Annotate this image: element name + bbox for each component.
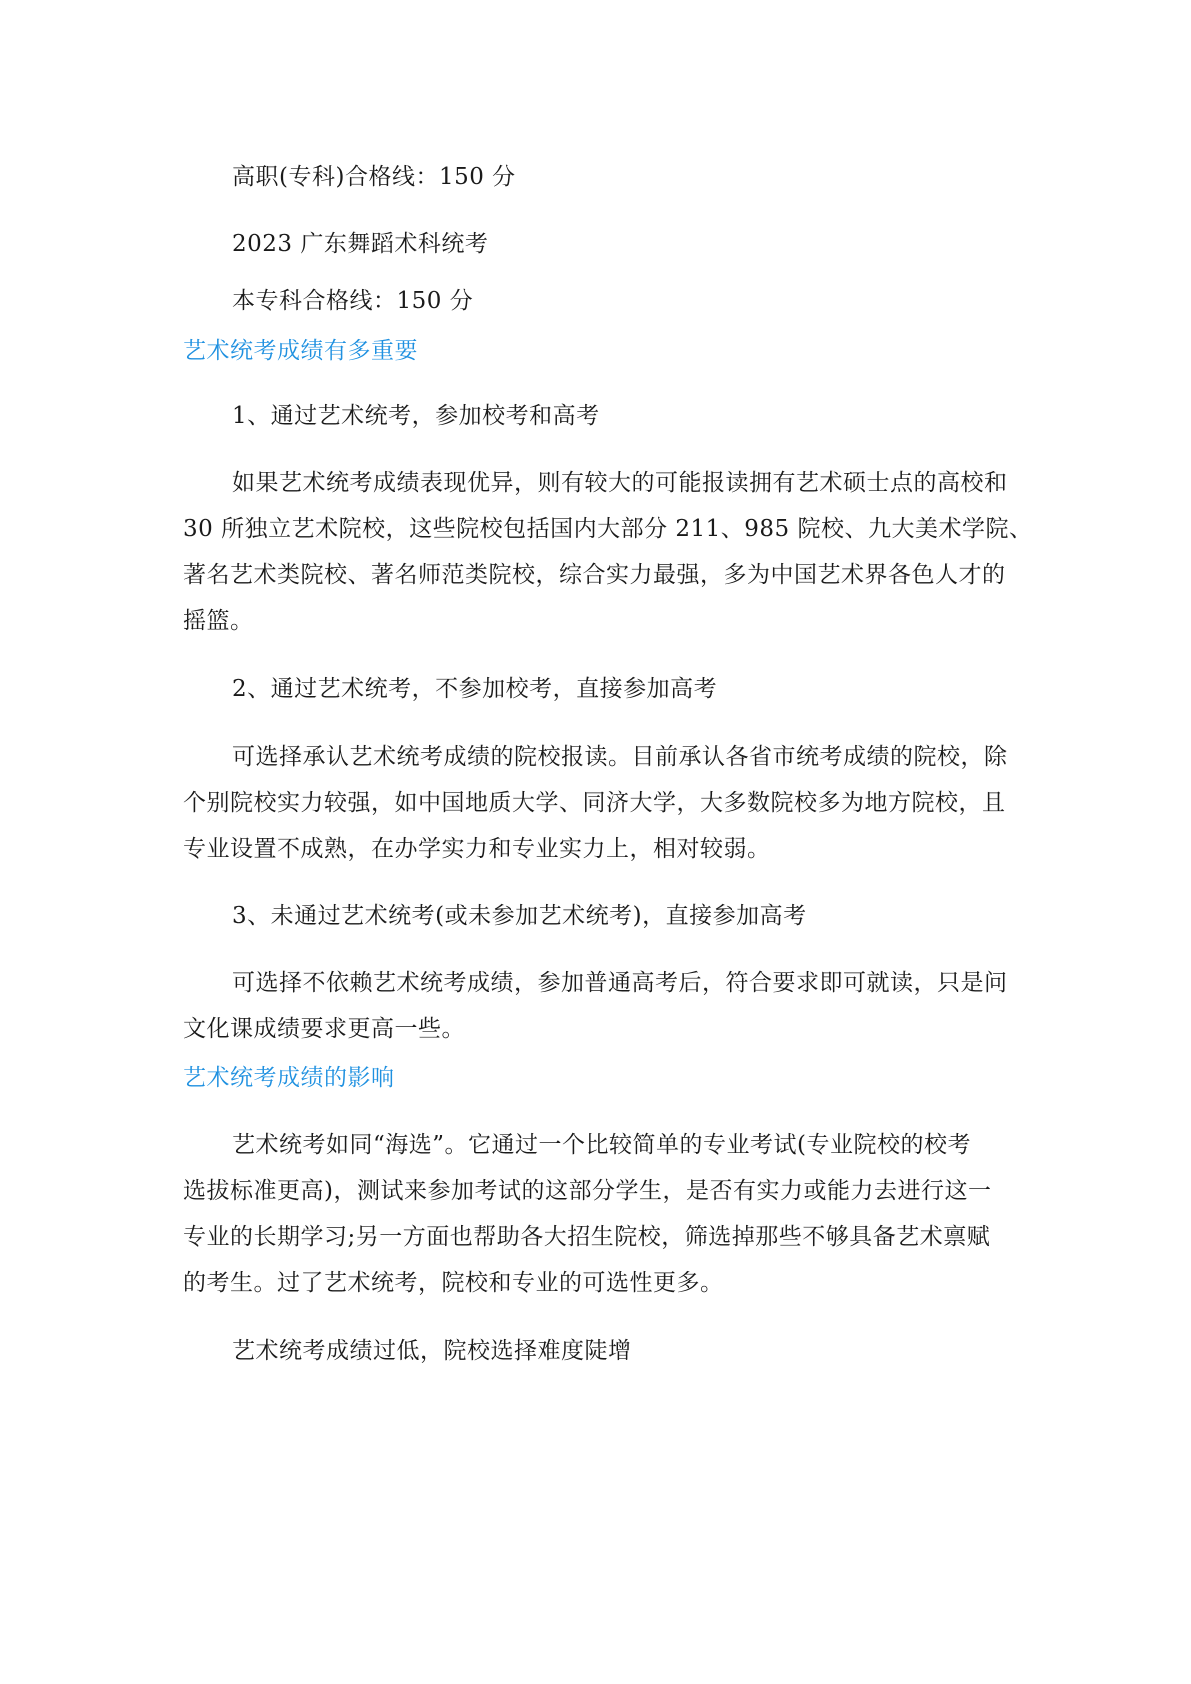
item-title: 2、通过艺术统考，不参加校考，直接参加高考	[232, 676, 718, 702]
item-title: 3、未通过艺术统考(或未参加艺术统考)，直接参加高考	[232, 903, 807, 929]
paragraph-line: 的考生。过了艺术统考，院校和专业的可选性更多。	[183, 1270, 724, 1296]
paragraph-line: 著名艺术类院校、著名师范类院校，综合实力最强，多为中国艺术界各色人才的	[183, 562, 1006, 588]
text-line: 本专科合格线：150 分	[232, 288, 474, 314]
paragraph-line: 艺术统考如同“海选”。它通过一个比较简单的专业考试(专业院校的校考	[232, 1132, 971, 1158]
paragraph-line: 可选择承认艺术统考成绩的院校报读。目前承认各省市统考成绩的院校，除	[232, 744, 1008, 770]
item-title: 1、通过艺术统考，参加校考和高考	[232, 403, 600, 429]
section-heading: 艺术统考成绩有多重要	[183, 338, 418, 364]
text-line: 高职(专科)合格线：150 分	[232, 164, 516, 190]
paragraph-line: 选拔标准更高)，测试来参加考试的这部分学生，是否有实力或能力去进行这一	[183, 1178, 992, 1204]
text-line: 2023 广东舞蹈术科统考	[232, 231, 489, 257]
paragraph-line: 如果艺术统考成绩表现优异，则有较大的可能报读拥有艺术硕士点的高校和	[232, 470, 1008, 496]
paragraph-line: 艺术统考成绩过低，院校选择难度陡增	[232, 1338, 632, 1364]
paragraph-line: 专业设置不成熟，在办学实力和专业实力上，相对较弱。	[183, 836, 771, 862]
paragraph-line: 摇篮。	[183, 608, 254, 634]
paragraph-line: 可选择不依赖艺术统考成绩，参加普通高考后，符合要求即可就读，只是问	[232, 970, 1008, 996]
paragraph-line: 文化课成绩要求更高一些。	[183, 1016, 465, 1042]
section-heading: 艺术统考成绩的影响	[183, 1065, 395, 1091]
paragraph-line: 30 所独立艺术院校，这些院校包括国内大部分 211、985 院校、九大美术学院、	[183, 516, 1033, 542]
paragraph-line: 专业的长期学习;另一方面也帮助各大招生院校，筛选掉那些不够具备艺术禀赋	[183, 1224, 991, 1250]
paragraph-line: 个别院校实力较强，如中国地质大学、同济大学，大多数院校多为地方院校，且	[183, 790, 1006, 816]
